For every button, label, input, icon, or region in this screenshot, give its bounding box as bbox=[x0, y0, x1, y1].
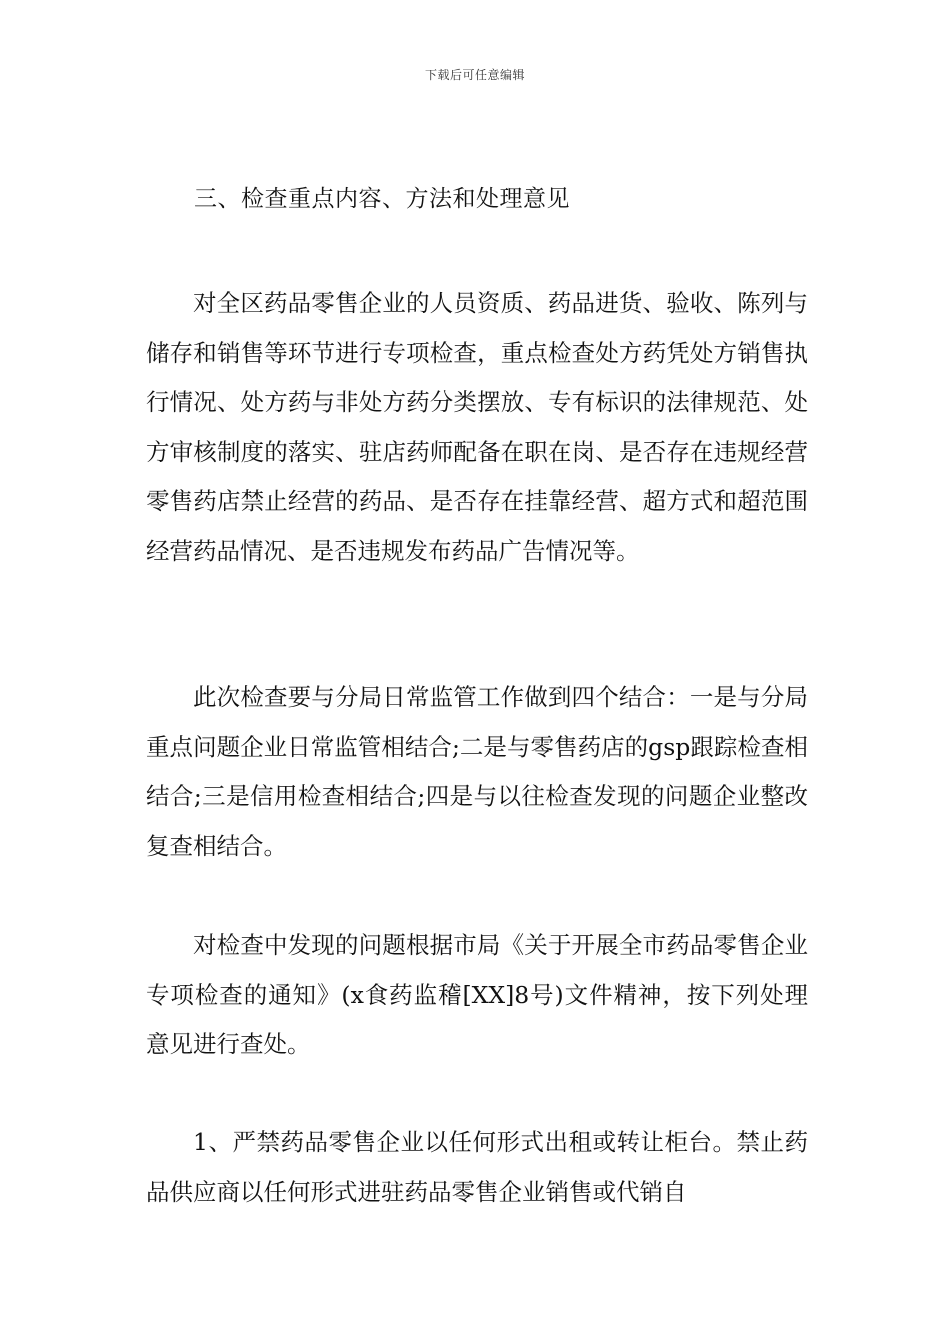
section-heading: 三、检查重点内容、方法和处理意见 bbox=[194, 186, 570, 212]
paragraph-inspection-scope: 对全区药品零售企业的人员资质、药品进货、验收、陈列与储存和销售等环节进行专项检查，重点检查处方药凭处方销售执行情况、处方药与非处方药分类摆放、专有标识的法律规范、处方审核制度的落实、驻店药师配备在职在岗、是否存在违规经营零售药店禁止经营的药品、是否存在挂靠经营、超方式和超范围经营药品情况、是否违规发布药品广告情况等。 bbox=[146, 289, 808, 565]
paragraph-item-1: 1、严禁药品零售企业以任何形式出租或转让柜台。禁止药品供应商以任何形式进驻药品零售企业销售或代销自 bbox=[146, 1128, 808, 1206]
paragraph-four-combinations: 此次检查要与分局日常监管工作做到四个结合：一是与分局重点问题企业日常监管相结合;二是与零售药店的gsp跟踪检查相结合;三是信用检查相结合;四是与以往检查发现的问题企业整改复查相结合。 bbox=[146, 683, 808, 860]
header-note: 下载后可任意编辑 bbox=[424, 68, 525, 82]
paragraph-handling-basis: 对检查中发现的问题根据市局《关于开展全市药品零售企业专项检查的通知》(x食药监稽[XX]8号)文件精神，按下列处理意见进行查处。 bbox=[146, 931, 808, 1059]
